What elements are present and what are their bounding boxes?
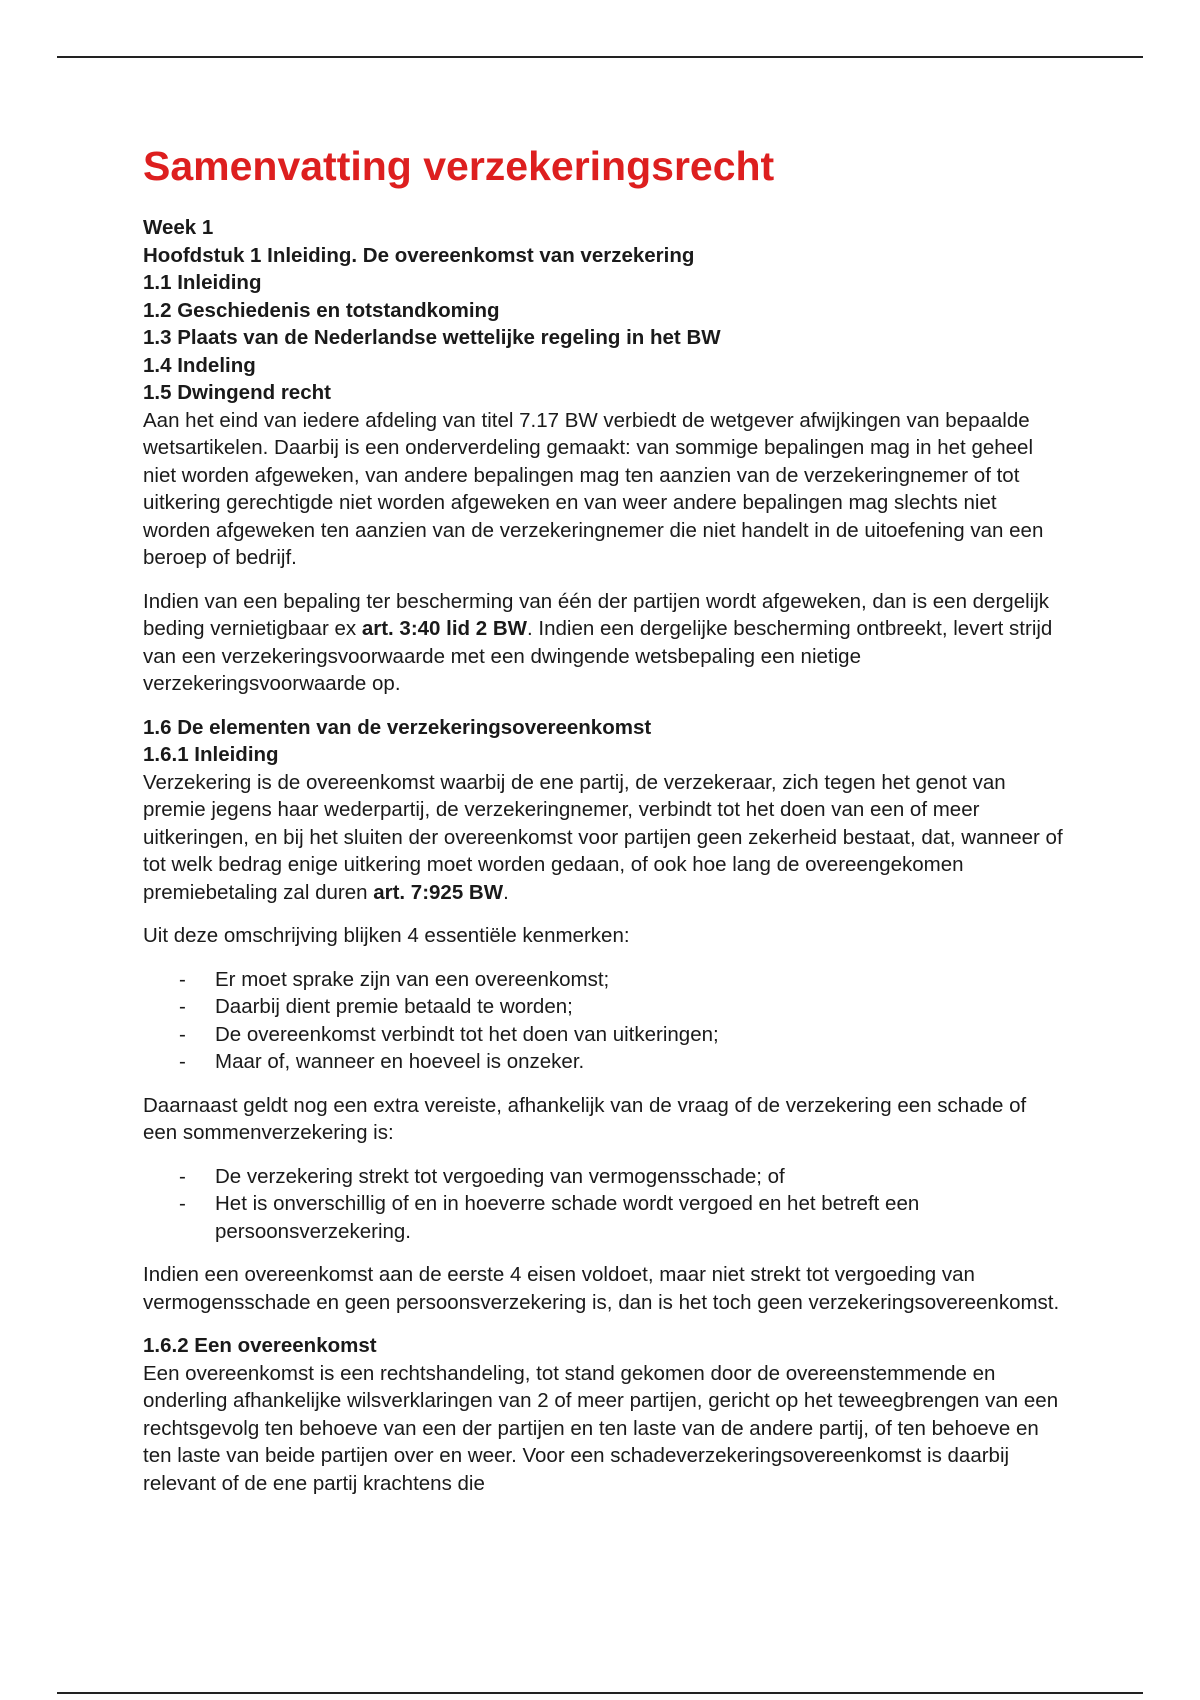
article-reference: art. 3:40 lid 2 BW — [361, 617, 528, 640]
paragraph-dwingend-recht: Aan het eind van iedere afdeling van titel 7.17 BW verbiedt de wetgever afwijkingen van bepaalde wetsartikelen. Daarbij is een onderverdeling gemaakt: van sommige bepalingen mag in het geheel niet worden afgeweken, van andere bepalingen mag ten aanzien van de verzekeringnemer of tot uitkering gerechtigde niet worden afgeweken en van weer andere bepalingen mag slechts niet worden afgeweken ten aanzien van de verzekeringnemer die niet handelt in de uitoefening van een beroep of bedrijf. — [143, 408, 1044, 569]
list-item: - De verzekering strekt tot vergoeding van vermogensschade; of — [179, 1164, 785, 1188]
heading-1-6-1: 1.6.1 Inleiding — [143, 743, 279, 766]
heading-1-2: 1.2 Geschiedenis en totstandkoming — [143, 298, 500, 322]
heading-1-6-2: 1.6.2 Een overeenkomst — [143, 1334, 377, 1357]
document-page — [143, 140, 1063, 1513]
article-reference: art. 7:925 BW — [373, 880, 504, 904]
heading-1-1: 1.1 Inleiding — [143, 271, 262, 294]
heading-1-5: 1.5 Dwingend recht — [143, 381, 331, 404]
paragraph-extra-vereiste: Daarnaast geldt nog een extra vereiste, afhankelijk van de vraag of de verzekering een schade of een sommenverzekering is: — [143, 1093, 1027, 1144]
top-rule — [57, 56, 1143, 58]
vereiste-list — [143, 1163, 1063, 1246]
bottom-rule — [57, 1692, 1143, 1694]
heading-chapter-1: Hoofdstuk 1 Inleiding. De overeenkomst van verzekering — [143, 243, 695, 267]
paragraph-kenmerken-intro: Uit deze omschrijving blijken 4 essentiële kenmerken: — [143, 924, 630, 947]
paragraph-vernietigbaar: Indien van een bepaling ter bescherming van één der partijen wordt afgeweken, dan is een dergelijk beding vernietigbaar ex art. 3:40 lid 2 BW. Indien een dergelijke bescherming ontbreekt, levert strijd van een verzekeringsvoorwaarde met een dwingende wetsbepaling een nietige verzekeringsvoorwaarde op. — [143, 589, 1053, 695]
document-title: Samenvatting verzekeringsrecht — [143, 143, 775, 189]
heading-1-4: 1.4 Indeling — [143, 353, 256, 377]
heading-1-3: 1.3 Plaats van de Nederlandse wettelijke regeling in het BW — [143, 326, 721, 349]
paragraph-definitie: Verzekering is de overeenkomst waarbij de ene partij, de verzekeraar, zich tegen het genot van premie jegens haar wederpartij, de verzekeringnemer, verbindt tot het doen van een of meer uitkeringen, en bij het sluiten der overeenkomst voor partijen geen zekerheid bestaat, dat, wanneer of tot welk bedrag enige uitkering moet worden gedaan, of ook hoe lang de overeengekomen premiebetaling zal duren art. 7:925 BW. — [143, 770, 1063, 904]
heading-1-6: 1.6 De elementen van de verzekeringsovereenkomst — [143, 715, 652, 739]
kenmerken-list — [143, 966, 1063, 1076]
paragraph-overeenkomst: Een overeenkomst is een rechtshandeling, tot stand gekomen door de overeenstemmende en onderling afhankelijke wilsverklaringen van 2 of meer partijen, gericht op het teweegbrengen van een rechtsgevolg ten behoeve van een der partijen en ten laste van de andere partij, of ten behoeve en ten laste van beide partijen over en weer. Voor een schadeverzekeringsovereenkomst is daarbij relevant of de ene partij krachtens die — [143, 1361, 1059, 1495]
list-item: - Daarbij dient premie betaald te worden; — [179, 995, 573, 1018]
list-item: - De overeenkomst verbindt tot het doen van uitkeringen; — [179, 1022, 719, 1046]
list-item: - Er moet sprake zijn van een overeenkomst; — [179, 967, 610, 991]
list-item: - Het is onverschillig of en in hoeverre schade wordt vergoed en het betreft een persoonsverzekering. — [179, 1192, 920, 1243]
paragraph-geen-verzekering: Indien een overeenkomst aan de eerste 4 eisen voldoet, maar niet strekt tot vergoeding van vermogensschade en geen persoonsverzekering is, dan is het toch geen verzekeringsovereenkomst. — [143, 1263, 1060, 1314]
list-item: - Maar of, wanneer en hoeveel is onzeker. — [179, 1050, 585, 1073]
heading-week: Week 1 — [143, 216, 214, 239]
